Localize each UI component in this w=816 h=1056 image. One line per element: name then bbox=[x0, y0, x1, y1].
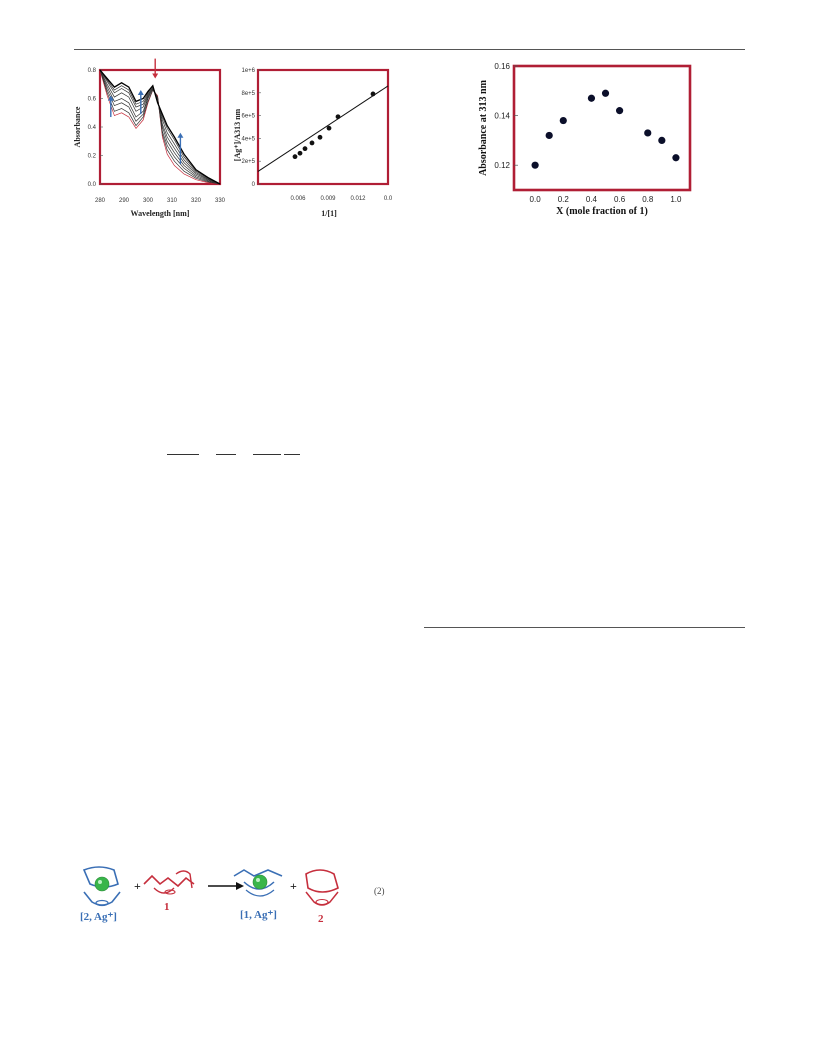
increase-arrow-icon-head bbox=[177, 133, 183, 138]
y-tick-label: 0.4 bbox=[87, 125, 96, 131]
ligand-1-icon bbox=[144, 871, 194, 894]
header-rule bbox=[74, 49, 745, 50]
data-point bbox=[616, 107, 623, 114]
y-tick-label: 1e+6 bbox=[241, 68, 255, 74]
x-tick-label: 280 bbox=[94, 198, 106, 204]
spectrum-line bbox=[100, 70, 220, 184]
data-point bbox=[588, 95, 595, 102]
label-silver-complex-1: [1, Ag⁺] bbox=[240, 909, 277, 921]
spectrum-line bbox=[100, 70, 220, 184]
spectrum-line bbox=[100, 70, 220, 184]
x-tick-label: 0.2 bbox=[557, 195, 569, 204]
data-point bbox=[560, 117, 567, 124]
data-point bbox=[298, 151, 303, 156]
x-tick-label: 0.6 bbox=[614, 195, 626, 204]
x-tick-label: 0.006 bbox=[290, 196, 306, 202]
equation-number: (2) bbox=[374, 886, 385, 896]
job-plot-chart bbox=[474, 58, 696, 226]
job-plot-panel bbox=[474, 58, 696, 226]
plot-frame bbox=[514, 66, 690, 190]
equation-fraction-bar bbox=[167, 454, 199, 455]
plus-sign-2: + bbox=[290, 879, 297, 893]
x-tick-label: 0.8 bbox=[642, 195, 654, 204]
data-point bbox=[310, 141, 315, 146]
data-point bbox=[336, 114, 341, 119]
x-tick-label: 0.009 bbox=[320, 196, 336, 202]
label-ligand-1: 1 bbox=[164, 901, 170, 913]
y-tick-label: 8e+5 bbox=[241, 90, 255, 97]
y-tick-label: 0.12 bbox=[494, 161, 510, 171]
y-tick-label: 0 bbox=[251, 182, 255, 188]
x-tick-label: 290 bbox=[118, 198, 130, 204]
spectrum-line bbox=[100, 70, 220, 184]
data-point bbox=[532, 162, 539, 169]
x-tick-label: 300 bbox=[142, 198, 154, 204]
data-point bbox=[658, 137, 665, 144]
uv-titration-chart bbox=[70, 62, 226, 222]
silver-complex-1-icon bbox=[234, 870, 282, 896]
x-tick-label: 310 bbox=[166, 198, 178, 204]
y-tick-label: 6e+5 bbox=[241, 113, 255, 120]
ligand-2-icon bbox=[306, 870, 338, 905]
y-tick-label: 2e+5 bbox=[241, 159, 255, 166]
x-tick-label: 320 bbox=[190, 198, 202, 204]
y-tick-label: 0.16 bbox=[494, 62, 510, 71]
y-tick-label: 4e+5 bbox=[241, 136, 255, 143]
data-point bbox=[644, 129, 651, 136]
data-point bbox=[327, 126, 332, 131]
spectrum-line bbox=[100, 70, 220, 184]
spectrum-line bbox=[100, 70, 220, 184]
x-tick-label: 0.0 bbox=[529, 195, 541, 204]
x-axis-label: Wavelength [nm] bbox=[130, 209, 190, 218]
x-tick-label: 330 bbox=[214, 198, 226, 204]
uv-titration-panel bbox=[70, 62, 226, 222]
y-tick-label: 0.0 bbox=[87, 182, 96, 188]
reaction-scheme bbox=[74, 862, 404, 930]
scheme-graphic bbox=[74, 862, 404, 930]
data-point bbox=[293, 154, 298, 159]
x-tick-label: 1.0 bbox=[670, 195, 682, 204]
y-tick-label: 0.2 bbox=[87, 153, 96, 160]
plot-frame bbox=[100, 70, 220, 184]
spectrum-line bbox=[100, 70, 220, 184]
y-axis-label: Absorbance bbox=[73, 106, 82, 148]
data-point bbox=[546, 132, 553, 139]
data-point bbox=[318, 135, 323, 140]
equation-fraction-bar bbox=[216, 454, 236, 455]
data-point bbox=[371, 92, 376, 97]
column-rule bbox=[424, 627, 745, 628]
benesi-hildebrand-chart bbox=[228, 62, 393, 222]
silver-complex-2-icon bbox=[84, 867, 120, 906]
plus-sign-1: + bbox=[134, 879, 141, 893]
x-axis-label: X (mole fraction of 1) bbox=[556, 206, 648, 217]
y-tick-label: 0.14 bbox=[494, 111, 510, 121]
y-axis-label: Absorbance at 313 nm bbox=[478, 80, 489, 176]
data-point bbox=[602, 90, 609, 97]
equation-fraction-bar bbox=[253, 454, 281, 455]
data-point bbox=[672, 154, 679, 161]
x-tick-label: 0.4 bbox=[585, 195, 598, 204]
y-tick-label: 0.6 bbox=[87, 96, 96, 103]
fit-line bbox=[258, 86, 388, 171]
spectrum-line bbox=[100, 70, 220, 184]
data-point bbox=[303, 146, 308, 151]
y-tick-label: 0.8 bbox=[87, 68, 96, 74]
decrease-arrow-icon-head bbox=[152, 74, 158, 79]
benesi-hildebrand-panel bbox=[228, 62, 393, 222]
x-axis-label: 1/[1] bbox=[321, 209, 337, 218]
label-ligand-2: 2 bbox=[318, 913, 324, 925]
increase-arrow-icon-head bbox=[138, 90, 144, 95]
x-tick-label: 0.012 bbox=[350, 196, 366, 202]
y-axis-label: [Ag⁺]/A313 nm bbox=[233, 108, 242, 162]
equation-fraction-bar bbox=[284, 454, 300, 455]
x-tick-label: 0.0 bbox=[383, 196, 393, 202]
plot-frame bbox=[258, 70, 388, 184]
label-silver-complex-2: [2, Ag⁺] bbox=[80, 911, 117, 923]
reaction-arrow-icon bbox=[208, 882, 244, 890]
